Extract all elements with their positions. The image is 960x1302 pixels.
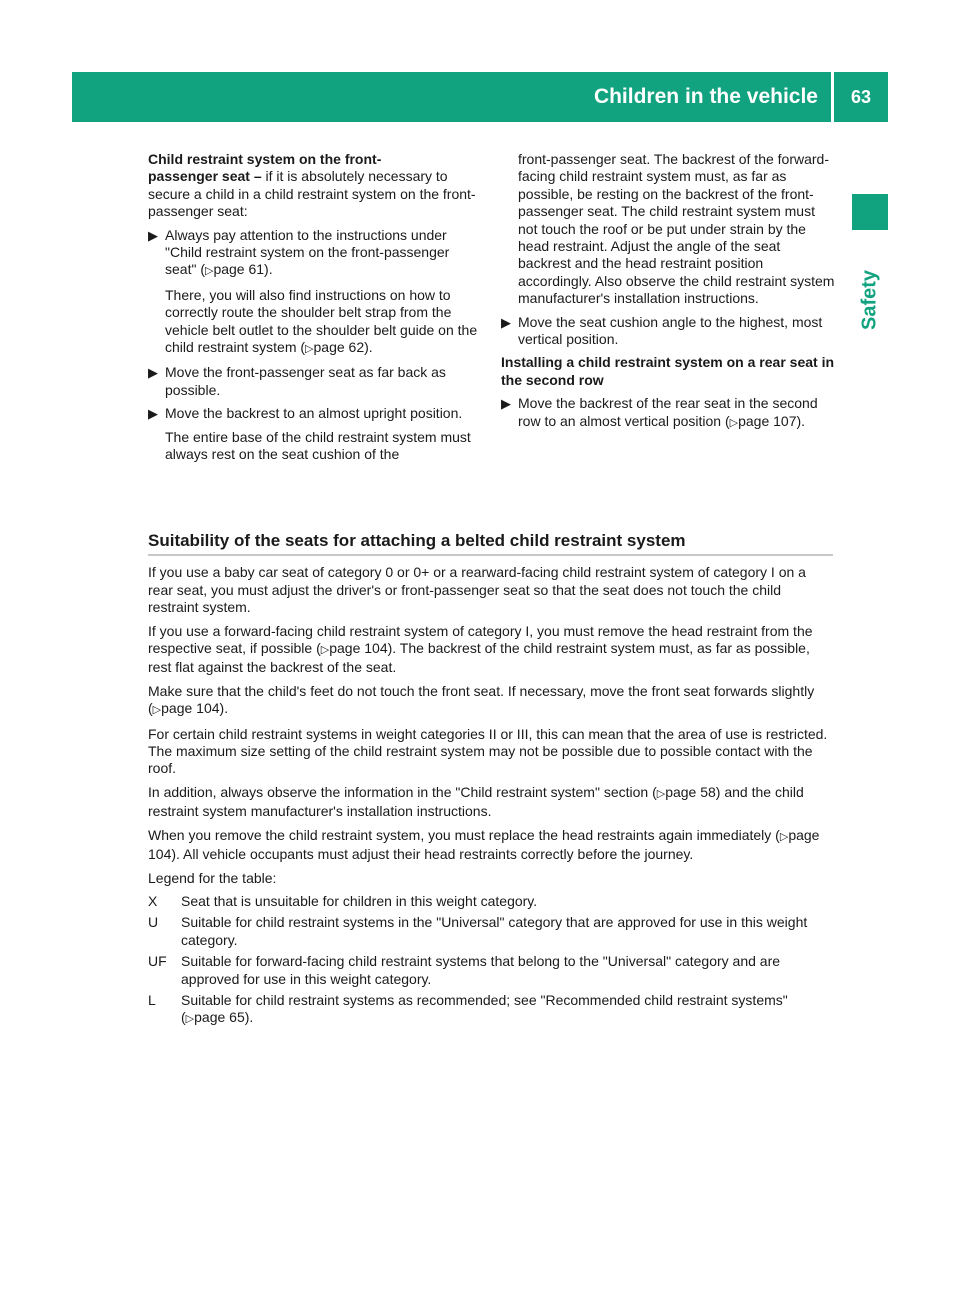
- body-paragraph: For certain child restraint systems in weight categories II or III, this can mean that the area of use is restricted. The maximum size setting of the child restraint system may not be possible due to possible contact with the roof.: [148, 725, 828, 777]
- intro-text: if it is absolutely necessary to secure a child in a child restraint system on the front-passenger seat:: [148, 168, 476, 220]
- step-item: ▶ Move the front-passenger seat as far back as possible.: [148, 364, 446, 398]
- triangle-right-icon: ▷: [305, 343, 314, 356]
- arrow-right-icon: ▶: [501, 314, 511, 330]
- page-ref-link[interactable]: page 107).: [738, 412, 806, 429]
- page-ref-link[interactable]: page 104). All vehicle occupants must adjust their head restraints correctly before the journey.: [148, 826, 820, 863]
- legend-row: [148, 953, 833, 988]
- step-item: ▶ Always pay attention to the instructions under "Child restraint system on the front-passenger seat" (▷page 61).: [148, 226, 450, 278]
- page-ref-link[interactable]: page 62).: [313, 339, 373, 356]
- legend-text: Seat that is unsuitable for children in this weight category.: [181, 892, 538, 909]
- body-paragraph: Make sure that the child's feet do not touch the front seat. If necessary, move the front seat forwards slightly (▷page 104).: [148, 682, 815, 717]
- legend-row: [148, 893, 833, 910]
- section-tab-marker: [852, 194, 888, 230]
- page-ref-link[interactable]: page 61).: [213, 261, 273, 278]
- triangle-right-icon: ▷: [656, 787, 666, 800]
- step-item: ▶ Move the backrest of the rear seat in the second row to an almost vertical position (▷page 107).: [501, 395, 818, 429]
- section-heading: Suitability of the seats for attaching a belted child restraint system: [148, 532, 833, 556]
- subsection-heading: Installing a child restraint system on a rear seat in the second row: [501, 354, 835, 388]
- body-paragraph: If you use a baby car seat of category 0 or 0+ or a rearward-facing child restraint system of category I on a rear seat, you must adjust the driver's or front-passenger seat so that the seat does not touch the child restraint system.: [148, 564, 806, 616]
- triangle-right-icon: ▷: [152, 704, 162, 717]
- legend-text: Suitable for forward-facing child restraint systems that belong to the "Universal" category and are approved for use in this weight category.: [181, 953, 781, 987]
- step-item: ▶ Move the seat cushion angle to the highest, most vertical position.: [501, 313, 823, 348]
- body-paragraph: In addition, always observe the information in the "Child restraint system" section (▷page 58) and the child restraint system manufacturer's installation instructions.: [148, 783, 804, 820]
- legend-text: Suitable for child restraint systems as recommended; see "Recommended child restraint systems" (▷page 65).: [181, 991, 788, 1026]
- legend-row: [148, 914, 833, 949]
- triangle-right-icon: ▷: [185, 1013, 195, 1026]
- legend-text: Suitable for child restraint systems in the "Universal" category that are approved for use in this weight category.: [181, 914, 808, 948]
- arrow-right-icon: ▶: [501, 396, 511, 412]
- section-tab-label: Safety: [858, 269, 881, 331]
- legend-key: U: [148, 914, 159, 931]
- step-item: ▶ Move the backrest to an almost upright position.: [148, 405, 463, 422]
- legend-intro: Legend for the table:: [148, 869, 277, 886]
- legend-key: UF: [148, 953, 167, 970]
- page-ref-link[interactable]: page 65).: [194, 1009, 254, 1026]
- page-ref-link[interactable]: page 104).: [161, 700, 229, 717]
- arrow-right-icon: ▶: [148, 227, 158, 243]
- intro-paragraph: [148, 151, 482, 221]
- body-paragraph: When you remove the child restraint system, you must replace the head restraints again immediately (▷page 104). All vehicle occupants must adjust their head restraints correctly before the journey.: [148, 826, 820, 863]
- page-number: 63: [834, 72, 888, 122]
- arrow-right-icon: ▶: [148, 406, 158, 422]
- page-title: Children in the vehicle: [593, 85, 818, 108]
- step-note-continued: front-passenger seat. The backrest of the forward-facing child restraint system must, as far as possible, be resting on the backrest of the front-passenger seat. The child restraint system must not touch the roof or be put under strain by the head restraint. Adjust the angle of the seat backrest and the head restraint position accordingly. Also observe the child restraint system manufacturer's installation instructions.: [518, 151, 835, 307]
- suitability-section: [148, 532, 833, 1033]
- left-column: [148, 151, 482, 470]
- arrow-right-icon: ▶: [148, 365, 158, 381]
- triangle-right-icon: ▷: [729, 416, 739, 429]
- triangle-right-icon: ▷: [320, 644, 330, 657]
- legend-row: [148, 992, 833, 1029]
- intro-heading-line1: Child restraint system on the front-: [148, 151, 382, 167]
- right-column: [501, 151, 835, 438]
- triangle-right-icon: ▷: [204, 265, 214, 278]
- step-note: There, you will also find instructions on how to correctly route the shoulder belt strap from the vehicle belt outlet to the shoulder belt guide on the child restraint system (▷page 62).: [165, 286, 478, 356]
- intro-heading-line2: passenger seat –: [148, 168, 266, 185]
- page-ref-link[interactable]: page 104). The backrest of the child restraint system must, as far as possible, rest flat against the backrest of the seat.: [148, 640, 810, 676]
- legend-key: X: [148, 892, 158, 909]
- triangle-right-icon: ▷: [779, 830, 789, 843]
- body-paragraph: If you use a forward-facing child restraint system of category I, you must remove the head restraint from the respective seat, if possible (▷page 104). The backrest of the child restraint system must, as far as possible, rest flat against the backrest of the seat.: [148, 622, 813, 676]
- step-note: The entire base of the child restraint system must always rest on the seat cushion of the: [165, 428, 471, 463]
- legend-key: L: [148, 991, 156, 1008]
- page-ref-link[interactable]: page 58) and the child restraint system manufacturer's installation instructions.: [148, 783, 804, 820]
